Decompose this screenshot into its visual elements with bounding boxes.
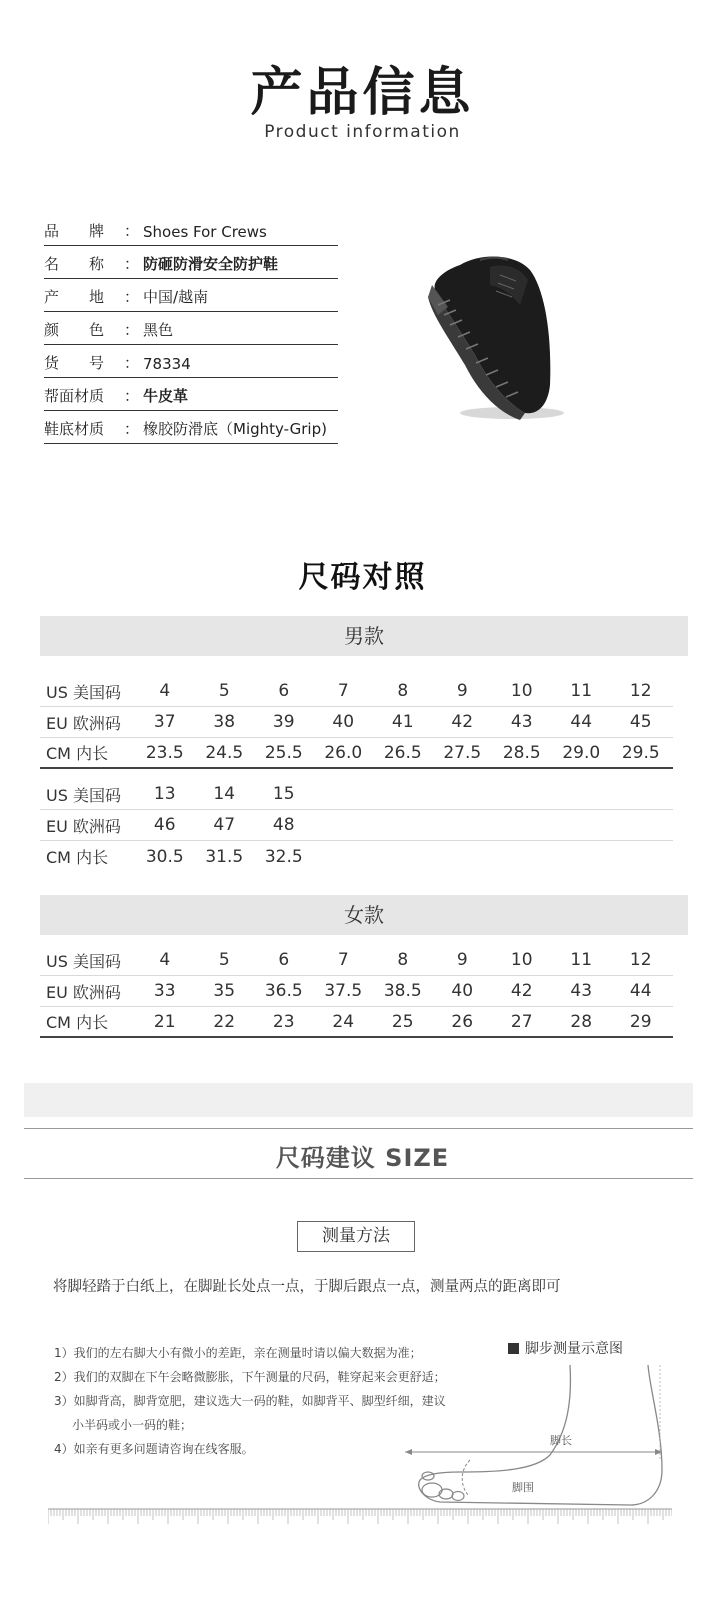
size-cell: 39	[272, 712, 295, 732]
size-cell: 11	[570, 681, 593, 701]
size-cell: 23	[272, 1011, 295, 1032]
men-size-table-b	[40, 779, 673, 872]
size-cell: 10	[510, 950, 533, 970]
size-row-label: US 美国码	[46, 951, 121, 971]
size-cell: 41	[391, 712, 414, 732]
size-cell: 4	[159, 681, 171, 701]
size-row	[40, 810, 673, 841]
info-value: 牛皮革	[143, 387, 189, 405]
size-cell: 29	[629, 1011, 652, 1032]
info-label: 鞋底材质	[44, 420, 105, 438]
size-cell: 12	[629, 950, 652, 970]
size-cell: 40	[451, 981, 474, 1001]
info-label: 品 牌	[44, 222, 105, 240]
info-row	[44, 345, 338, 378]
size-cell: 48	[272, 815, 295, 835]
size-cell: 6	[278, 950, 290, 970]
size-cell: 26.0	[324, 742, 363, 763]
size-cell: 15	[272, 784, 295, 804]
size-cell: 4	[159, 950, 171, 970]
size-cell: 5	[218, 681, 230, 701]
size-cell: 11	[570, 950, 593, 970]
size-cell: 32.5	[264, 846, 303, 867]
size-cell: 43	[570, 981, 593, 1001]
size-cell: 24.5	[205, 742, 244, 763]
size-cell: 8	[397, 950, 409, 970]
size-cell: 23.5	[145, 742, 184, 763]
note-2: 2）我们的双脚在下午会略微膨胀，下午测量的尺码，鞋穿起来会更舒适；	[54, 1370, 446, 1384]
men-size-table-a	[40, 676, 673, 769]
info-row	[44, 312, 338, 345]
size-row-label: US 美国码	[46, 785, 121, 805]
advice-title: 尺码建议 SIZE	[275, 1144, 450, 1172]
size-cell: 8	[397, 681, 409, 701]
foot-girth-label: 脚围	[512, 1481, 534, 1494]
size-cell: 13	[153, 784, 176, 804]
section-divider-band	[24, 1083, 693, 1117]
size-row	[40, 676, 673, 707]
advice-bottom-rule	[24, 1178, 693, 1179]
size-cell: 10	[510, 681, 533, 701]
info-label: 产 地	[44, 288, 105, 306]
size-row-label: EU 欧洲码	[46, 713, 121, 733]
size-row	[40, 1007, 673, 1038]
size-cell: 7	[337, 681, 349, 701]
size-cell: 27	[510, 1011, 533, 1032]
info-row	[44, 279, 338, 312]
size-cell: 5	[218, 950, 230, 970]
size-row	[40, 707, 673, 738]
page-title: 产品信息	[250, 63, 475, 123]
advice-top-rule	[24, 1128, 693, 1129]
foot-diagram	[400, 1360, 680, 1520]
size-row	[40, 945, 673, 976]
size-cell: 38.5	[383, 981, 422, 1001]
size-row	[40, 841, 673, 872]
info-colon: ：	[124, 288, 140, 306]
size-cell: 43	[510, 712, 533, 732]
size-cell: 14	[213, 784, 236, 804]
info-row	[44, 246, 338, 279]
size-cell: 38	[213, 712, 236, 732]
size-cell: 29.0	[562, 742, 601, 763]
info-row	[44, 378, 338, 411]
size-cell: 22	[213, 1011, 236, 1032]
size-cell: 12	[629, 681, 652, 701]
size-cell: 37.5	[324, 981, 363, 1001]
size-row	[40, 779, 673, 810]
size-chart-title: 尺码对照	[298, 560, 427, 595]
info-label: 名 称	[44, 255, 105, 273]
info-label: 颜 色	[44, 321, 105, 339]
size-cell: 7	[337, 950, 349, 970]
info-value: 78334	[143, 355, 191, 373]
info-row	[44, 213, 338, 246]
size-row-label: EU 欧洲码	[46, 816, 121, 836]
size-cell: 42	[451, 712, 474, 732]
info-value: 中国/越南	[143, 288, 209, 306]
size-cell: 30.5	[145, 846, 184, 867]
size-cell: 9	[456, 950, 468, 970]
women-band: 女款	[40, 895, 688, 935]
shoe-image	[420, 245, 570, 425]
info-value: 橡胶防滑底（Mighty-Grip)	[143, 420, 327, 438]
size-cell: 6	[278, 681, 290, 701]
info-label: 货 号	[44, 354, 105, 372]
size-row-label: EU 欧洲码	[46, 982, 121, 1002]
size-cell: 44	[570, 712, 593, 732]
size-cell: 44	[629, 981, 652, 1001]
diagram-title-text: 脚步测量示意图	[525, 1341, 623, 1357]
size-cell: 46	[153, 815, 176, 835]
size-cell: 24	[332, 1011, 355, 1032]
size-cell: 28.5	[502, 742, 541, 763]
size-cell: 35	[213, 981, 236, 1001]
size-row-label: CM 内长	[46, 848, 109, 867]
size-row-label: CM 内长	[46, 1013, 109, 1032]
info-label: 帮面材质	[44, 387, 105, 405]
info-value: Shoes For Crews	[143, 223, 267, 241]
info-colon: ：	[124, 255, 140, 273]
foot-length-label: 脚长	[550, 1434, 572, 1447]
diagram-title	[508, 1338, 623, 1358]
info-row	[44, 411, 338, 444]
ruler-graphic	[48, 1508, 672, 1526]
size-cell: 45	[629, 712, 652, 732]
size-cell: 29.5	[621, 742, 660, 763]
info-colon: ：	[124, 354, 140, 372]
size-cell: 25.5	[264, 742, 303, 763]
info-colon: ：	[124, 420, 140, 438]
measure-method-label: 测量方法	[297, 1221, 415, 1252]
size-cell: 40	[332, 712, 355, 732]
size-cell: 42	[510, 981, 533, 1001]
women-size-table	[40, 945, 673, 1038]
info-colon: ：	[124, 222, 140, 240]
info-value: 防砸防滑安全防护鞋	[143, 255, 279, 273]
size-cell: 28	[570, 1011, 593, 1032]
size-cell: 31.5	[205, 846, 244, 867]
square-bullet-icon	[508, 1343, 519, 1354]
size-cell: 37	[153, 712, 176, 732]
size-cell: 9	[456, 681, 468, 701]
size-cell: 25	[391, 1011, 414, 1032]
size-cell: 27.5	[443, 742, 482, 763]
info-value: 黑色	[143, 321, 174, 339]
size-row-label: CM 内长	[46, 744, 109, 763]
size-cell: 36.5	[264, 981, 303, 1001]
size-row	[40, 976, 673, 1007]
size-cell: 26	[451, 1011, 474, 1032]
note-3: 3）如脚背高，脚背宽肥，建议选大一码的鞋，如脚背平、脚型纤细，建议	[54, 1394, 446, 1408]
size-cell: 21	[153, 1011, 176, 1032]
size-cell: 26.5	[383, 742, 422, 763]
size-row	[40, 738, 673, 769]
note-3-cont: 小半码或小一码的鞋；	[72, 1418, 193, 1432]
info-colon: ：	[124, 387, 140, 405]
note-4: 4）如亲有更多问题请咨询在线客服。	[54, 1442, 254, 1456]
note-1: 1）我们的左右脚大小有微小的差距，亲在测量时请以偏大数据为准；	[54, 1346, 422, 1360]
size-cell: 47	[213, 815, 236, 835]
size-row-label: US 美国码	[46, 682, 121, 702]
measure-method-desc: 将脚轻踏于白纸上，在脚趾长处点一点，于脚后跟点一点，测量两点的距离即可	[53, 1279, 561, 1295]
product-info-list	[44, 213, 338, 444]
info-colon: ：	[124, 321, 140, 339]
page-subtitle: Product information	[264, 122, 461, 142]
size-cell: 33	[153, 981, 176, 1001]
men-band: 男款	[40, 616, 688, 656]
